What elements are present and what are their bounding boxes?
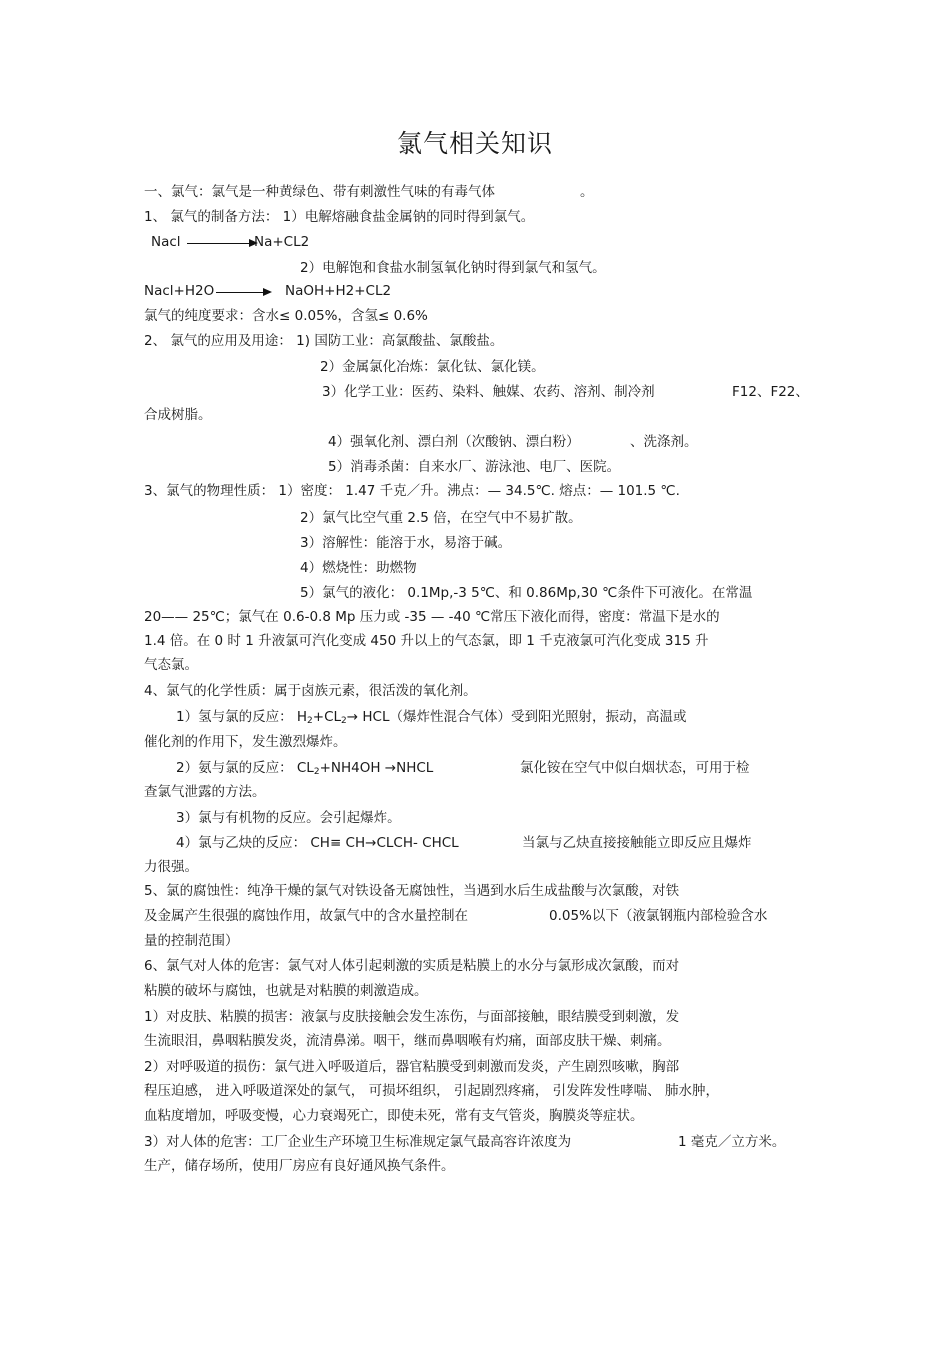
text-line: 氯化铵在空气中似白烟状态，可用于检 bbox=[520, 760, 750, 776]
text-line: 0.05%以下（液氯钢瓶内部检验含水 bbox=[549, 908, 768, 924]
text-line: 6、氯气对人体的危害：氯气对人体引起刺激的实质是粘膜上的水分与氯形成次氯酸，而对 bbox=[144, 958, 680, 974]
text-line: 5）氯气的液化： 0.1Mp,-3 5℃、和 0.86Mp,30 ℃条件下可液化。在常温 bbox=[300, 585, 753, 601]
text-line: 1、 氯气的制备方法： 1）电解熔融食盐金属钠的同时得到氯气。 bbox=[144, 209, 535, 225]
text-line: 及金属产生很强的腐蚀作用，故氯气中的含水量控制在 bbox=[144, 908, 468, 924]
text-line: 4）强氧化剂、漂白剂（次酸钠、漂白粉） bbox=[328, 434, 580, 450]
equation-reactant: Nacl+H2O bbox=[144, 283, 215, 299]
text-line: 2、 氯气的应用及用途： 1) 国防工业：高氯酸盐、氯酸盐。 bbox=[144, 333, 504, 349]
text-span: +CL bbox=[312, 709, 342, 725]
text-line: 5、氯的腐蚀性：纯净干燥的氯气对铁设备无腐蚀性，当遇到水后生成盐酸与次氯酸，对铁 bbox=[144, 883, 680, 899]
subscript: 2 bbox=[341, 716, 347, 726]
text-line: 3）对人体的危害：工厂企业生产环境卫生标准规定氯气最高容许浓度为 bbox=[144, 1134, 572, 1150]
text-line: 4、氯气的化学性质：属于卤族元素，很活泼的氧化剂。 bbox=[144, 683, 477, 699]
text-line: 合成树脂。 bbox=[144, 407, 212, 423]
text-line: 3）化学工业：医药、染料、触媒、农药、溶剂、制冷剂 bbox=[322, 384, 655, 400]
text-line: 程压迫感， 进入呼吸道深处的氯气， 可损坏组织， 引起剧烈疼痛， 引发阵发性哮喘、 肺水肿， bbox=[144, 1083, 719, 1099]
subscript: 2 bbox=[307, 716, 313, 726]
reaction-arrow-icon bbox=[216, 292, 270, 293]
document-title: 氯气相关知识 bbox=[396, 129, 553, 158]
text-line: 生流眼泪，鼻咽粘膜发炎，流清鼻涕。咽干，继而鼻咽喉有灼痛，面部皮肤干燥、刺痛。 bbox=[144, 1033, 671, 1049]
text-line bbox=[176, 708, 686, 730]
text-line: 3）氯与有机物的反应。会引起爆炸。 bbox=[176, 810, 401, 826]
text-line: 氯气的纯度要求：含水≤ 0.05%，含氢≤ 0.6% bbox=[144, 308, 428, 324]
text-line: 当氯与乙炔直接接触能立即反应且爆炸 bbox=[522, 835, 752, 851]
text-span: 2）氨与氯的反应： CL bbox=[176, 760, 314, 776]
text-line: 力很强。 bbox=[144, 859, 198, 875]
text-line: 5）消毒杀菌：自来水厂、游泳池、电厂、医院。 bbox=[328, 459, 621, 475]
text-line: 4）氯与乙炔的反应： CH≡ CH→CLCH- CHCL bbox=[176, 835, 459, 851]
equation-reactant: Nacl bbox=[151, 234, 181, 250]
text-line: 3）溶解性：能溶于水，易溶于碱。 bbox=[300, 535, 512, 551]
text-line: 生产，储存场所，使用厂房应有良好通风换气条件。 bbox=[144, 1158, 455, 1174]
text-line: 血粘度增加，呼吸变慢，心力衰竭死亡，即使未死，常有支气管炎，胸膜炎等症状。 bbox=[144, 1108, 644, 1124]
text-span: 1）氢与氯的反应： H bbox=[176, 709, 308, 725]
text-line: 粘膜的破坏与腐蚀，也就是对粘膜的刺激造成。 bbox=[144, 983, 428, 999]
text-line bbox=[176, 759, 433, 781]
text-line: 1.4 倍。在 0 时 1 升液氯可汽化变成 450 升以上的气态氯，即 1 千克液氯可汽化变成 315 升 bbox=[144, 633, 709, 649]
equation-product: NaOH+H2+CL2 bbox=[285, 283, 392, 299]
text-line: 一、氯气：氯气是一种黄绿色、带有刺激性气味的有毒气体 bbox=[144, 184, 495, 200]
text-line: 、洗涤剂。 bbox=[630, 434, 698, 450]
text-line: 2）对呼吸道的损伤：氯气进入呼吸道后，器官粘膜受到刺激而发炎，产生剧烈咳嗽，胸部 bbox=[144, 1059, 680, 1075]
reaction-arrow-icon bbox=[187, 243, 256, 244]
text-span: → HCL（爆炸性混合气体）受到阳光照射，振动，高温或 bbox=[346, 709, 687, 725]
text-line: 20—— 25℃；氯气在 0.6-0.8 Mp 压力或 -35 — -40 ℃常压下液化而得，密度：常温下是水的 bbox=[144, 609, 720, 625]
text-line: F12、F22、 bbox=[732, 384, 809, 400]
subscript: 2 bbox=[313, 767, 320, 777]
text-line: 气态氯。 bbox=[144, 657, 198, 673]
text-line: 。 bbox=[580, 184, 594, 200]
text-span: +NH4OH →NHCL bbox=[319, 760, 434, 776]
text-line: 催化剂的作用下，发生激烈爆炸。 bbox=[144, 734, 347, 750]
text-line: 4）燃烧性：助燃物 bbox=[300, 560, 417, 576]
text-line: 查氯气泄露的方法。 bbox=[144, 784, 266, 800]
text-line: 1）对皮肤、粘膜的损害：液氯与皮肤接触会发生冻伤，与面部接触，眼结膜受到刺激，发 bbox=[144, 1009, 680, 1025]
text-line: 量的控制范围） bbox=[144, 933, 239, 949]
text-line: 2）电解饱和食盐水制氢氧化钠时得到氯气和氢气。 bbox=[300, 260, 606, 276]
text-line: 2）金属氯化冶炼：氯化钛、氯化镁。 bbox=[320, 359, 545, 375]
text-line: 3、氯气的物理性质： 1）密度： 1.47 千克／升。沸点：— 34.5℃. 熔点：— 101.5 ℃. bbox=[144, 483, 680, 499]
equation-product: Na+CL2 bbox=[254, 234, 310, 250]
text-line: 2）氯气比空气重 2.5 倍，在空气中不易扩散。 bbox=[300, 510, 582, 526]
text-line: 1 毫克／立方米。 bbox=[678, 1134, 786, 1150]
